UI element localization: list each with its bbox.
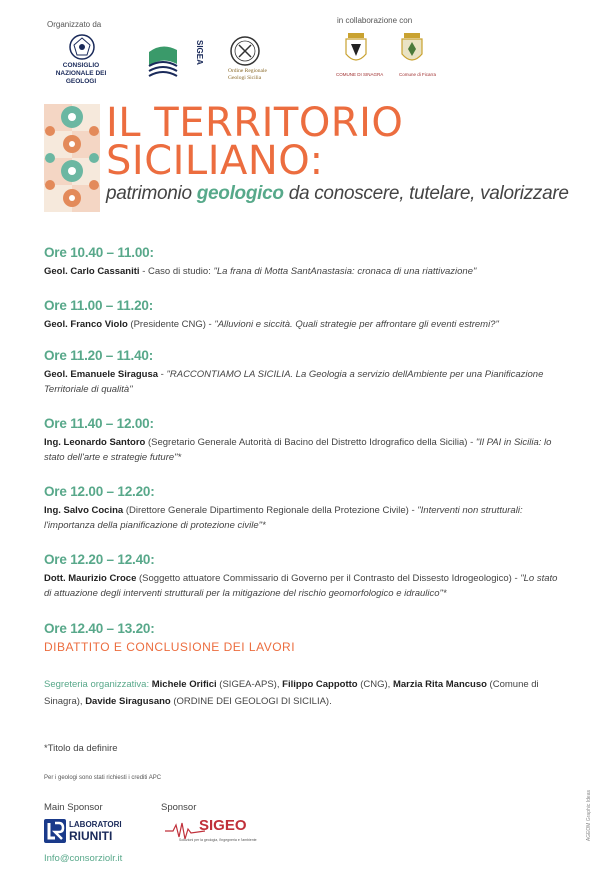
- person: Michele Orifici: [151, 679, 217, 690]
- cng-logo: [68, 33, 96, 61]
- role: (Direttore Generale Dipartimento Regionale della Protezione Civile) -: [123, 505, 418, 516]
- collab-label: in collaborazione con: [337, 16, 413, 25]
- affiliation: (ORDINE DEI GEOLOGI DI SICILIA).: [170, 696, 332, 707]
- sigeo-name: SIGEO: [199, 817, 247, 834]
- decorative-tile-pattern: [44, 104, 100, 212]
- segreteria-label: Segreteria organizzativa:: [44, 679, 152, 690]
- talk-title: "Il PAI in Sicilia: lo stato dell'arte e strategie future"*: [44, 437, 552, 463]
- program-time-6: Ore 12.20 – 12.40:: [44, 552, 155, 567]
- role: (Soggetto attuatore Commissario di Governo per il Contrasto del Dissesto Idrogeologico) -: [136, 573, 521, 584]
- program-time-3: Ore 11.20 – 11.40:: [44, 348, 153, 363]
- graphic-credit: AGEOM Graphic Ideas: [586, 790, 592, 842]
- talk-title: "Lo stato di attuazione degli interventi strutturali per la mitigazione del rischio geomorfologico e idraulico"*: [44, 573, 558, 599]
- speaker: Geol. Carlo Cassaniti: [44, 266, 140, 277]
- sponsor-label: Sponsor: [161, 802, 197, 813]
- cng-name: CONSIGLIO NAZIONALE DEI GEOLOGI: [55, 62, 107, 85]
- speaker: Geol. Franco Violo: [44, 319, 128, 330]
- affiliation: (Comune di Sinagra),: [44, 679, 539, 707]
- person: Marzia Rita Mancuso: [392, 679, 487, 690]
- sigeo-tagline: Soluzioni per la geologia, l'ingegneria e l'ambiente: [179, 838, 257, 842]
- role: - Caso di studio:: [139, 266, 214, 277]
- sigea-label: SIGEA: [195, 40, 204, 65]
- event-subtitle: [106, 183, 569, 205]
- talk-title: "Interventi non strutturali: l'importanza della pianificazione di protezione civile"*: [44, 505, 523, 531]
- person: Filippo Cappotto: [282, 679, 358, 690]
- event-title: [106, 100, 404, 184]
- program-time-4: Ore 11.40 – 12.00:: [44, 416, 154, 431]
- segreteria-organizzativa: [44, 676, 564, 710]
- ficarra-crest: [399, 32, 425, 68]
- talk-title: "La frana di Motta SantAnastasia: cronaca di una riattivazione": [213, 266, 477, 277]
- ficarra-label: Comune di Ficarra: [399, 72, 437, 77]
- program-time-2: Ore 11.00 – 11.20:: [44, 298, 153, 313]
- title-note: *Titolo da definire: [44, 743, 118, 754]
- person: Davide Siragusano: [85, 696, 171, 707]
- affiliation: (CNG),: [357, 679, 393, 690]
- ordine-logo: [229, 35, 261, 67]
- title-line-1: IL TERRITORIO: [106, 100, 404, 146]
- program-item-3: [44, 367, 564, 397]
- title-line-2: SICILIANO:: [106, 138, 324, 184]
- speaker: Ing. Salvo Cocina: [44, 505, 124, 516]
- affiliation: (SIGEA-APS),: [216, 679, 283, 690]
- program-item-4: [44, 435, 564, 465]
- organized-by-label: Organizzato da: [47, 20, 102, 29]
- speaker: Ing. Leonardo Santoro: [44, 437, 146, 448]
- program-item-2: [44, 317, 564, 332]
- closing-time: Ore 12.40 – 13.20:: [44, 621, 155, 636]
- sigeo-logo: [165, 815, 260, 847]
- subtitle-highlight: geologico: [196, 183, 284, 204]
- program-item-1: [44, 264, 564, 279]
- closing-label: DIBATTITO E CONCLUSIONE DEI LAVORI: [44, 640, 296, 654]
- talk-title: "RACCONTIAMO LA SICILIA. La Geologia a servizio dellAmbiente per una Pianificazione Territoriale di qualità": [44, 369, 544, 395]
- lr-mark-icon: [44, 819, 66, 843]
- sinagra-label: COMUNE DI SINAGRA: [336, 72, 384, 77]
- program-time-5: Ore 12.00 – 12.20:: [44, 484, 155, 499]
- lr-line-2: RIUNITI: [69, 829, 113, 843]
- subtitle-post: da conoscere, tutelare, valorizzare: [283, 183, 569, 204]
- subtitle-pre: patrimonio: [106, 183, 197, 204]
- program-item-5: [44, 503, 564, 533]
- credits-note: Per i geologi sono stati richiesti i crediti APC: [44, 775, 162, 781]
- role: (Segretario Generale Autorità di Bacino del Distretto Idrografico della Sicilia) -: [145, 437, 476, 448]
- role: (Presidente CNG) -: [127, 319, 215, 330]
- ordine-name: Ordine Regionale Geologi Sicilia: [228, 68, 267, 81]
- talk-title: "Alluvioni e siccità. Quali strategie per affrontare gli eventi estremi?": [214, 319, 499, 330]
- program-item-6: [44, 571, 564, 601]
- sinagra-crest: [343, 32, 369, 68]
- role: -: [158, 369, 167, 380]
- contact-email-link[interactable]: Info@consorziolr.it: [44, 853, 123, 864]
- main-sponsor-label: Main Sponsor: [44, 802, 103, 813]
- laboratori-riuniti-logo: [44, 818, 124, 844]
- lr-line-1: LABORATORI: [69, 820, 122, 829]
- program-time-1: Ore 10.40 – 11.00:: [44, 245, 154, 260]
- speaker: Geol. Emanuele Siragusa: [44, 369, 159, 380]
- sigea-logo: [147, 40, 211, 80]
- speaker: Dott. Maurizio Croce: [44, 573, 137, 584]
